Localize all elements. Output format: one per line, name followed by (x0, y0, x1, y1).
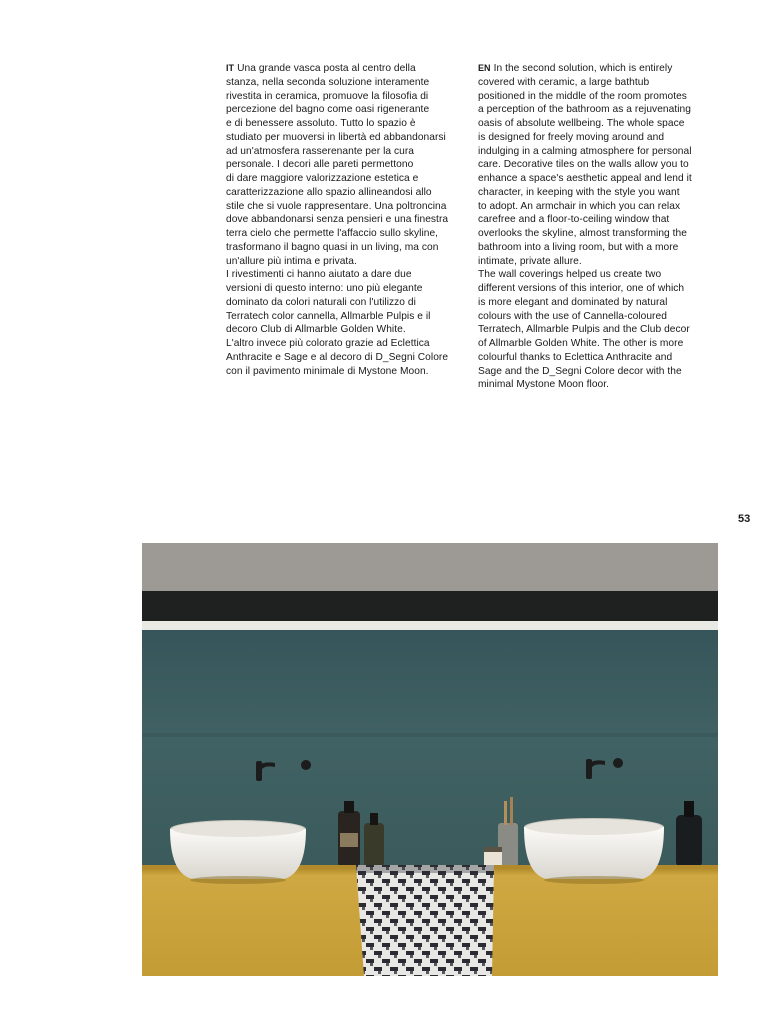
en-language-tag: EN (478, 63, 491, 73)
italian-text-column (226, 62, 476, 378)
bathroom-photo (142, 543, 718, 976)
wall-shade (142, 733, 718, 737)
stone-top-band (142, 543, 718, 591)
page-number: 53 (738, 513, 751, 525)
patterned-towel (356, 865, 494, 976)
led-strip (142, 621, 718, 630)
right-basin (524, 818, 664, 884)
en-paragraph-1-text: In the second solution, which is entirely covered with ceramic, a large bathtub positioned in the middle of the room promotes a perception of the bathroom as a rejuvenating oasis of absolute wellbeing. The whole space is designed for freely moving around and indulging in a calming atmosphere for personal care. Decorative tiles on the walls allow you to enhance a space's aesthetic appeal and lend it character, in keeping with the style you want to adopt. An armchair in which you can relax carefree and a floor-to-ceiling window that overlooks the skyline, almost transforming the bathroom into a living room, but with a more intimate, private allure. (478, 63, 692, 267)
bathroom-illustration (142, 543, 718, 976)
en-paragraph-2: The wall coverings helped us create two different versions of this interior, one of which is more elegant and dominated by natural colours with the use of Cannella-coloured Terratech, Allmarble Pulpis and the Club decor of Allmarble Golden White. The other is more colourful thanks to Eclettica Anthracite and Sage and the D_Segni Colore decor with the minimal Mystone Moon floor. (478, 269, 690, 391)
english-text-column (478, 62, 723, 392)
dark-shelf (142, 591, 718, 621)
left-basin (170, 820, 306, 884)
it-language-tag: IT (226, 63, 235, 73)
it-paragraph-2: I rivestimenti ci hanno aiutato a dare due versioni di questo interno: uno più elegante dominato da colori naturali con l'utilizzo di Terratech color cannella, Allmarble Pulpis e il decoro Club di Allmarble Golden White. L'altro invece più colorato grazie ad Eclettica Anthracite e Sage e al decoro di D_Segni Colore con il pavimento minimale di Mystone Moon. (226, 269, 449, 377)
it-paragraph-1-text: Una grande vasca posta al centro della stanza, nella seconda soluzione interamente rivestita in ceramica, promuove la filosofia di percezione del bagno come oasi rigenerante e di benessere assoluto. Tutto lo spazio è studiato per muoversi in libertà ed abbandonarsi ad un'atmosfera rasserenante per la cura personale. I decori alle pareti permettono di dare maggiore valorizzazione estetica e caratterizzazione allo spazio allineandosi allo stile che si vuole rappresentare. Una poltroncina dove abbandonarsi senza pensieri e una finestra terra cielo che permette l'affaccio sullo skyline, trasformano il bagno quasi in un living, ma con un'allure più intima e privata. (226, 63, 449, 267)
it-paragraph-1 (226, 62, 476, 268)
en-paragraph-1 (478, 62, 723, 268)
